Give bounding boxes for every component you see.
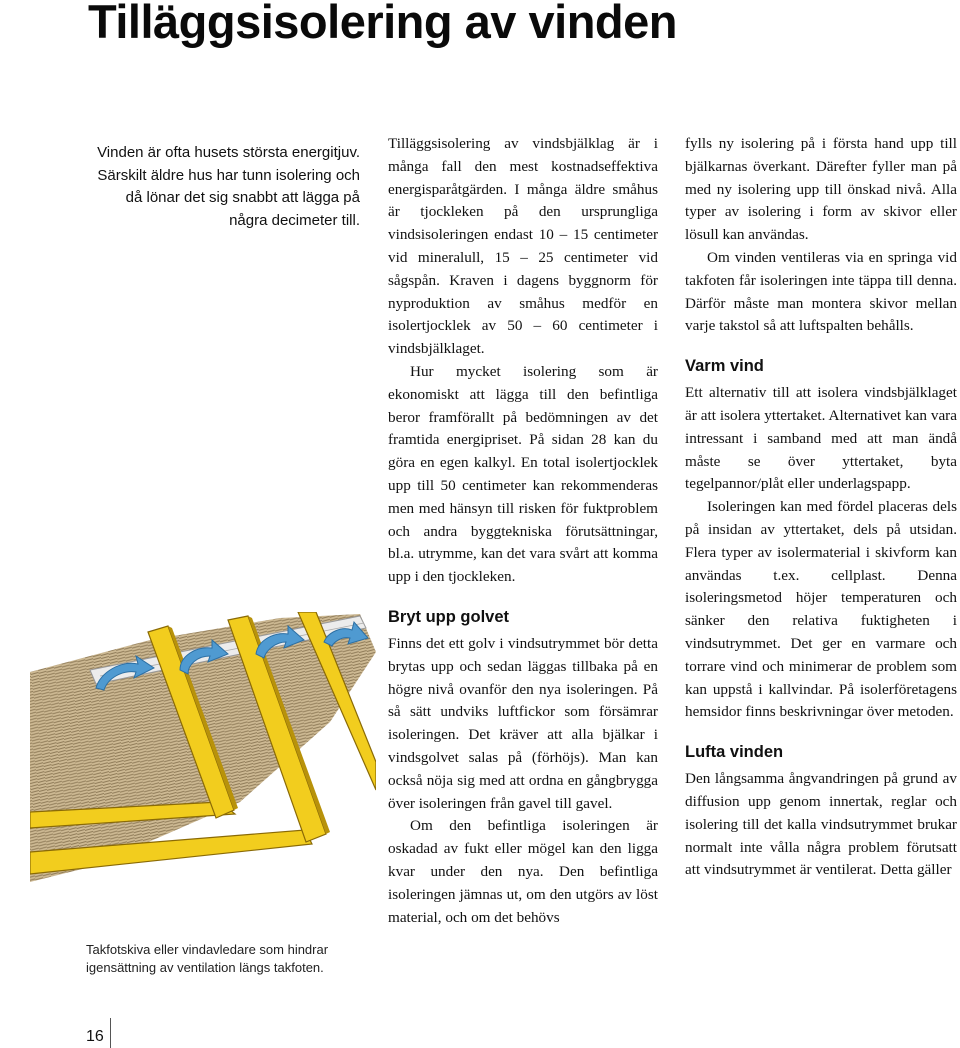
section-heading-bryt-upp-golvet: Bryt upp golvet [388,607,510,626]
page-divider [110,1018,111,1048]
text-column-3 [685,133,957,882]
paragraph: Hur mycket isolering som är ekonomiskt att lägga till den befintliga beror framförallt på bedömningen av det framtida energipriset. På sidan 28 kan du göra en egen kalkyl. En total isolertjocklek upp till 50 centimeter kan rekommenderas men med hänsyn till risken för fuktproblem och andra byggtekniska förutsättningar, bl.a. utrymme, kan det vara svårt att komma upp i den tjockleken. [388,362,658,586]
section-heading-lufta-vinden: Lufta vinden [685,743,784,762]
paragraph: Finns det ett golv i vindsutrymmet bör detta brytas upp och sedan läggas tillbaka på en högre nivå ovanför den nya isoleringen. På så sätt undviks luftfickor som försämrar isoleringen. Det kräver att alla bjälkar i vindsgolvet salas på (förhöjs). Man kan också nöja sig med att ordna en gångbrygga över isoleringen från gavel till gavel. [388,634,658,812]
paragraph: Den långsamma ångvandringen på grund av diffusion upp genom innertak, reglar och isolering till det kalla vindsutrymmet brukar normalt inte vålla några problem förutsatt att vindsutrymmet är ventilerat. Detta gäller [685,770,957,879]
attic-ventilation-illustration [30,612,376,912]
text-column-2 [388,133,658,929]
paragraph: Isoleringen kan med fördel placeras dels på insidan av yttertaket, dels på utsidan. Flera typer av isolermaterial i skivform kan användas t.ex. cellplast. Denna isoleringsmetod höjer temperaturen och sänker den relativa fuktigheten i vindsutrymmet. Det ger en varmare och torrare vind och minimerar de problem som kan uppstå i kallvindar. På isolerföretagens hemsidor finns beskrivningar över metoden. [685,498,957,721]
paragraph: Om den befintliga isoleringen är oskadad av fukt eller mögel kan den ligga kvar under den nya. Den befintliga isoleringen jämnas ut, om den utgörs av löst material, och om det behövs [388,817,658,926]
page-title: Tilläggsisolering av vinden [88,0,677,48]
section-heading-varm-vind: Varm vind [685,357,764,376]
lead-paragraph: Vinden är ofta husets största energitjuv. Särskilt äldre hus har tunn isolering och då lönar det sig snabbt att lägga på några decimeter till. [97,144,360,229]
paragraph: fylls ny isolering på i första hand upp till bjälkarnas överkant. Därefter fyller man på med ny isolering upp till önskad nivå. Alla typer av isolering i form av skivor eller lösull kan användas. [685,135,957,244]
paragraph: Om vinden ventileras via en springa vid takfoten får isoleringen inte täppa till denna. Därför måste man montera skivor mellan varje takstol så att luftspalten behålls. [685,248,957,335]
figure-caption: Takfotskiva eller vindavledare som hindrar igensättning av ventilation längs takfoten. [86,942,329,975]
page-number: 16 [86,1028,104,1045]
paragraph: Tilläggsisolering av vindsbjälklag är i många fall den mest kostnadseffektiva energisparåtgärden. I många äldre småhus är tjockleken på den ursprungliga vindsisoleringen endast 10 – 15 centimeter vid mineralull, 15 – 25 centimeter vid sågspån. Kraven i dagens byggnorm för nyproduktion av småhus medför en isolertjocklek av 50 – 60 centimeter i vindsbjälklaget. [388,135,658,358]
paragraph: Ett alternativ till att isolera vindsbjälklaget är att isolera yttertaket. Alternativet kan vara intressant i samband med att man ändå måste se över yttertaket, byta tegelpannor/plåt eller underlagspapp. [685,384,957,493]
